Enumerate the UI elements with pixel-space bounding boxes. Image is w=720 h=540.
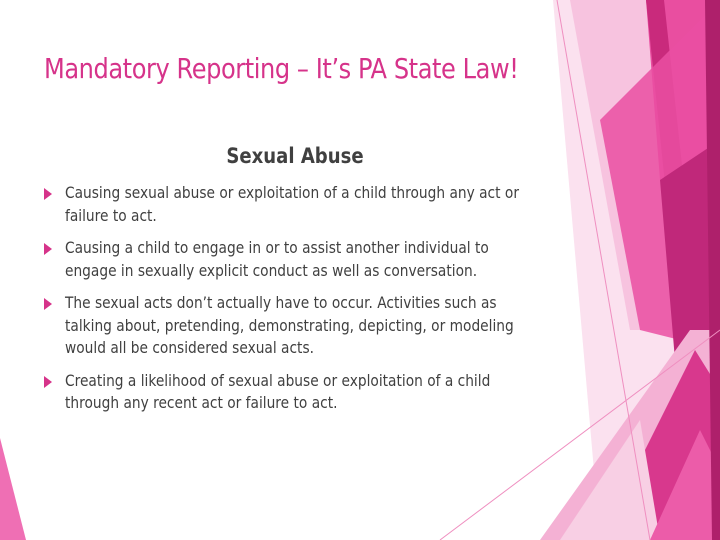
facet-left-bottom (0, 438, 26, 540)
triangle-bullet-icon (44, 298, 52, 310)
bullet-list (44, 182, 584, 425)
bullet-text: The sexual acts don’t actually have to occur. Activities such as talking about, pretending, demonstrating, depicting, or modeling would all be considered sexual acts. (65, 293, 514, 357)
triangle-bullet-icon (44, 188, 52, 200)
bullet-item (44, 237, 584, 282)
bullet-item (44, 370, 584, 415)
bullet-text: Creating a likelihood of sexual abuse or exploitation of a child through any recent act or failure to act. (65, 370, 491, 412)
bullet-text: Causing a child to engage in or to assist another individual to engage in sexually explicit conduct as well as conversation. (65, 238, 489, 280)
slide-title: Mandatory Reporting – It’s PA State Law! (44, 52, 519, 85)
bullet-text: Causing sexual abuse or exploitation of a child through any act or failure to act. (65, 183, 519, 225)
triangle-bullet-icon (44, 243, 52, 255)
triangle-bullet-icon (44, 376, 52, 388)
bullet-item (44, 182, 584, 227)
slide-subtitle: Sexual Abuse (226, 144, 364, 168)
bullet-item (44, 292, 584, 360)
